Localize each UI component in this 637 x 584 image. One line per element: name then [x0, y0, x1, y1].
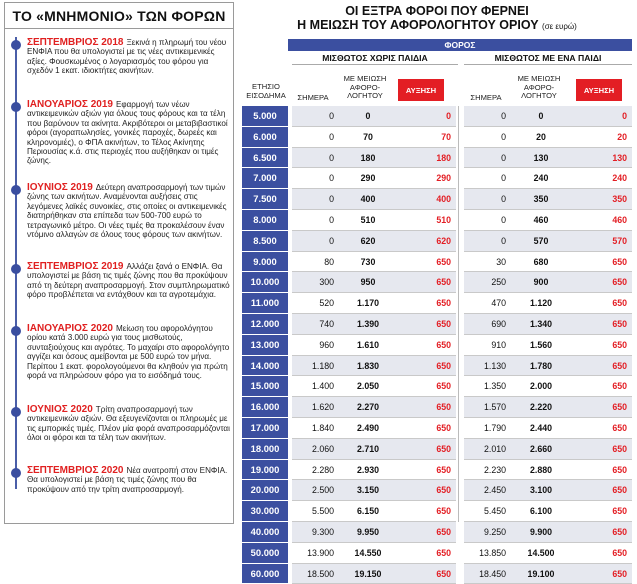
- increase-no-children: 650: [398, 460, 456, 481]
- reduced-tax-one-child: 460: [510, 210, 572, 231]
- timeline-entry-2: [11, 100, 233, 166]
- today-tax-one-child: 470: [464, 293, 510, 314]
- table-row: [242, 272, 632, 293]
- reduced-tax-no-children: 9.950: [338, 522, 398, 543]
- timeline-date: ΙΑΝΟΥΑΡΙΟΣ 2020: [27, 323, 113, 334]
- reduced-tax-no-children: 620: [338, 231, 398, 252]
- timeline-text: Ξεκινά η πληρωμή του νέου ΕΝΦΙΑ που θα υπολογιστεί με τις νέες αντικειμενικές αξίες. Φουσκωμένος ο λογαριασμός του φόρου για σχεδόν 1 εκατ. ιδιοκτήτες ακινήτων.: [27, 38, 227, 76]
- timeline-dot-icon: [11, 326, 21, 336]
- reduced-tax-one-child: 14.500: [510, 543, 572, 564]
- reduced-tax-no-children: 1.390: [338, 314, 398, 335]
- reduced-tax-no-children: 1.170: [338, 293, 398, 314]
- reduced-tax-one-child: 2.220: [510, 397, 572, 418]
- table-title: [242, 2, 632, 38]
- increase-no-children: 650: [398, 293, 456, 314]
- timeline-text: Δεύτερη αναπροσαρμογή των τιμών ζώνης των ακινήτων. Αναμένονται αυξήσεις στις λεγόμενες λαϊκές συνοικίες, στις οποίες οι αντικειμενικές διατηρήθηκαν στα επίπεδα των 500-700 ευρώ το τετραγωνικό μέτρο. Οι νέες τιμές θα προκαλέσουν έναν ντόμινο αλλαγών σε όλους τους φόρους των ακινήτων.: [27, 183, 227, 240]
- table-row: [242, 564, 632, 584]
- col-header-reduced-b: ΜΕ ΜΕΙΩΣΗ ΑΦΟΡΟ-ΛΟΓΗΤΟΥ: [517, 74, 561, 101]
- income-cell: 11.000: [242, 293, 288, 314]
- today-tax-one-child: 0: [464, 168, 510, 189]
- income-cell: 18.000: [242, 439, 288, 460]
- table-row: [242, 252, 632, 273]
- today-tax-no-children: 740: [292, 314, 338, 335]
- today-tax-one-child: 1.130: [464, 356, 510, 377]
- reduced-tax-one-child: 1.780: [510, 356, 572, 377]
- reduced-tax-no-children: 290: [338, 168, 398, 189]
- today-tax-no-children: 1.620: [292, 397, 338, 418]
- table-row: [242, 148, 632, 169]
- today-tax-one-child: 9.250: [464, 522, 510, 543]
- income-cell: 5.000: [242, 106, 288, 127]
- income-cell: 14.000: [242, 356, 288, 377]
- group-header-one-child: ΜΙΣΘΩΤΟΣ ΜΕ ΕΝΑ ΠΑΙΔΙ: [464, 52, 632, 65]
- table-row: [242, 314, 632, 335]
- increase-one-child: 650: [572, 460, 632, 481]
- table-row: [242, 127, 632, 148]
- timeline-text: Μείωση του αφορολόγητου ορίου κατά 3.000 ευρώ για τους μισθωτούς, συνταξιούχους και αγρότες. Το μαχαίρι στο αφορολόγητο αγγίζει και όσους αμείβονται με 500 ευρώ τον μήνα. Περίπου 1 εκατ. φορολογούμενοι θα κληθούν για πρώτη φορά να πληρώσουν φόρο για το εισόδημά τους.: [27, 324, 230, 381]
- today-tax-no-children: 80: [292, 252, 338, 273]
- today-tax-no-children: 5.500: [292, 501, 338, 522]
- today-tax-no-children: 2.060: [292, 439, 338, 460]
- income-cell: 20.000: [242, 480, 288, 501]
- increase-one-child: 350: [572, 189, 632, 210]
- reduced-tax-no-children: 730: [338, 252, 398, 273]
- timeline-text: Νέα ανατροπή στον ΕΝΦΙΑ. Θα υπολογιστεί με βάση τις τιμές ζώνης που θα προκύψουν από την τρίτη αναπροσαρμογή.: [27, 466, 228, 494]
- reduced-tax-one-child: 6.100: [510, 501, 572, 522]
- increase-no-children: 650: [398, 335, 456, 356]
- increase-no-children: 650: [398, 480, 456, 501]
- income-cell: 30.000: [242, 501, 288, 522]
- increase-no-children: 70: [398, 127, 456, 148]
- today-tax-no-children: 2.280: [292, 460, 338, 481]
- timeline-date: ΙΑΝΟΥΑΡΙΟΣ 2019: [27, 99, 113, 110]
- today-tax-no-children: 0: [292, 168, 338, 189]
- col-header-today-b: ΣΗΜΕΡΑ: [470, 92, 502, 102]
- income-cell: 16.000: [242, 397, 288, 418]
- today-tax-one-child: 5.450: [464, 501, 510, 522]
- increase-no-children: 650: [398, 522, 456, 543]
- reduced-tax-no-children: 6.150: [338, 501, 398, 522]
- increase-one-child: 650: [572, 335, 632, 356]
- today-tax-one-child: 0: [464, 210, 510, 231]
- income-cell: 60.000: [242, 564, 288, 584]
- reduced-tax-no-children: 70: [338, 127, 398, 148]
- increase-no-children: 650: [398, 252, 456, 273]
- today-tax-no-children: 1.180: [292, 356, 338, 377]
- increase-no-children: 510: [398, 210, 456, 231]
- timeline-text: Αλλάζει ξανά ο ΕΝΦΙΑ. Θα υπολογιστεί με βάση τις τιμές ζώνης που θα προκύψουν από τη δεύτερη αναπροσαρμογή. Στον συμπληρωματικό φόρο προβλέπεται να εντάχθουν και τα αγροτεμάχια.: [27, 262, 230, 300]
- group-header-no-children: ΜΙΣΘΩΤΟΣ ΧΩΡΙΣ ΠΑΙΔΙΑ: [292, 52, 458, 65]
- income-cell: 8.000: [242, 210, 288, 231]
- increase-no-children: 650: [398, 439, 456, 460]
- today-tax-no-children: 300: [292, 272, 338, 293]
- increase-one-child: 650: [572, 376, 632, 397]
- col-header-increase-b: ΑΥΞΗΣΗ: [576, 79, 622, 101]
- timeline-title: ΤΟ «ΜΝΗΜΟΝΙΟ» ΤΩΝ ΦΟΡΩΝ: [5, 3, 233, 29]
- reduced-tax-no-children: 950: [338, 272, 398, 293]
- timeline-date: ΙΟΥΝΙΟΣ 2020: [27, 404, 93, 415]
- reduced-tax-no-children: 180: [338, 148, 398, 169]
- today-tax-one-child: 1.350: [464, 376, 510, 397]
- increase-one-child: 20: [572, 127, 632, 148]
- today-tax-one-child: 2.010: [464, 439, 510, 460]
- income-cell: 7.500: [242, 189, 288, 210]
- increase-no-children: 180: [398, 148, 456, 169]
- reduced-tax-one-child: 1.120: [510, 293, 572, 314]
- income-cell: 15.000: [242, 376, 288, 397]
- today-tax-one-child: 0: [464, 189, 510, 210]
- reduced-tax-one-child: 19.100: [510, 564, 572, 584]
- today-tax-no-children: 0: [292, 231, 338, 252]
- increase-no-children: 650: [398, 543, 456, 564]
- income-cell: 6.500: [242, 148, 288, 169]
- income-cell: 40.000: [242, 522, 288, 543]
- today-tax-no-children: 1.840: [292, 418, 338, 439]
- timeline-entry-4: [11, 262, 233, 300]
- table-title-line2: Η ΜΕΙΩΣΗ ΤΟΥ ΑΦΟΡΟΛΟΓΗΤΟΥ ΟΡΙΟΥ: [297, 18, 539, 32]
- income-cell: 8.500: [242, 231, 288, 252]
- increase-no-children: 650: [398, 564, 456, 584]
- increase-one-child: 130: [572, 148, 632, 169]
- table-row: [242, 293, 632, 314]
- timeline-dot-icon: [11, 40, 21, 50]
- increase-no-children: 650: [398, 376, 456, 397]
- income-cell: 12.000: [242, 314, 288, 335]
- today-tax-one-child: 2.450: [464, 480, 510, 501]
- reduced-tax-one-child: 2.440: [510, 418, 572, 439]
- reduced-tax-one-child: 350: [510, 189, 572, 210]
- today-tax-no-children: 18.500: [292, 564, 338, 584]
- table-row: [242, 460, 632, 481]
- reduced-tax-one-child: 0: [510, 106, 572, 127]
- today-tax-no-children: 0: [292, 210, 338, 231]
- tax-data-table: [242, 106, 632, 584]
- increase-one-child: 240: [572, 168, 632, 189]
- timeline-panel: [4, 2, 234, 524]
- today-tax-one-child: 13.850: [464, 543, 510, 564]
- increase-one-child: 650: [572, 293, 632, 314]
- timeline-dot-icon: [11, 102, 21, 112]
- reduced-tax-no-children: 2.050: [338, 376, 398, 397]
- increase-no-children: 650: [398, 501, 456, 522]
- timeline-dot-icon: [11, 264, 21, 274]
- timeline-entry-5: [11, 324, 233, 380]
- table-row: [242, 106, 632, 127]
- today-tax-one-child: 0: [464, 148, 510, 169]
- increase-one-child: 570: [572, 231, 632, 252]
- increase-one-child: 650: [572, 418, 632, 439]
- reduced-tax-one-child: 240: [510, 168, 572, 189]
- increase-no-children: 0: [398, 106, 456, 127]
- income-cell: 50.000: [242, 543, 288, 564]
- reduced-tax-no-children: 2.270: [338, 397, 398, 418]
- today-tax-no-children: 0: [292, 189, 338, 210]
- tax-header-bar: ΦΟΡΟΣ: [288, 39, 632, 51]
- col-header-reduced-a: ΜΕ ΜΕΙΩΣΗ ΑΦΟΡΟ-ΛΟΓΗΤΟΥ: [343, 74, 387, 101]
- increase-no-children: 650: [398, 314, 456, 335]
- today-tax-one-child: 0: [464, 127, 510, 148]
- table-row: [242, 480, 632, 501]
- increase-one-child: 650: [572, 480, 632, 501]
- increase-no-children: 620: [398, 231, 456, 252]
- income-cell: 17.000: [242, 418, 288, 439]
- reduced-tax-no-children: 1.830: [338, 356, 398, 377]
- increase-one-child: 650: [572, 252, 632, 273]
- today-tax-one-child: 910: [464, 335, 510, 356]
- today-tax-no-children: 0: [292, 148, 338, 169]
- reduced-tax-no-children: 2.490: [338, 418, 398, 439]
- reduced-tax-no-children: 510: [338, 210, 398, 231]
- timeline-date: ΙΟΥΝΙΟΣ 2019: [27, 182, 93, 193]
- increase-one-child: 650: [572, 564, 632, 584]
- timeline-dot-icon: [11, 407, 21, 417]
- tax-table-panel: [242, 2, 632, 579]
- timeline-dot-icon: [11, 185, 21, 195]
- increase-no-children: 400: [398, 189, 456, 210]
- table-header: [242, 39, 632, 105]
- table-title-unit: (σε ευρώ): [542, 22, 577, 31]
- today-tax-no-children: 520: [292, 293, 338, 314]
- timeline-text: Τρίτη αναπροσαρμογή των αντικειμενικών αξιών. Θα εξευγενίζονται οι πληρωμές με τις εμπορικές τιμές. Πλέον μία φορά αναπροσαρμόζονται όλοι οι φόροι και τα τέλη των ακινήτων.: [27, 405, 230, 443]
- today-tax-one-child: 0: [464, 231, 510, 252]
- increase-one-child: 460: [572, 210, 632, 231]
- timeline-date: ΣΕΠΤΕΜΒΡΙΟΣ 2020: [27, 465, 124, 476]
- col-header-increase-a: ΑΥΞΗΣΗ: [398, 79, 444, 101]
- today-tax-no-children: 2.500: [292, 480, 338, 501]
- increase-no-children: 650: [398, 272, 456, 293]
- increase-one-child: 650: [572, 272, 632, 293]
- increase-no-children: 290: [398, 168, 456, 189]
- today-tax-no-children: 9.300: [292, 522, 338, 543]
- timeline-date: ΣΕΠΤΕΜΒΡΙΟΣ 2019: [27, 261, 124, 272]
- today-tax-one-child: 0: [464, 106, 510, 127]
- timeline-dot-icon: [11, 468, 21, 478]
- col-header-today-a: ΣΗΜΕΡΑ: [297, 92, 329, 102]
- reduced-tax-no-children: 0: [338, 106, 398, 127]
- reduced-tax-one-child: 2.660: [510, 439, 572, 460]
- today-tax-one-child: 250: [464, 272, 510, 293]
- increase-one-child: 650: [572, 501, 632, 522]
- today-tax-one-child: 1.790: [464, 418, 510, 439]
- today-tax-one-child: 1.570: [464, 397, 510, 418]
- timeline-entry-7: [11, 466, 233, 494]
- increase-no-children: 650: [398, 356, 456, 377]
- income-cell: 10.000: [242, 272, 288, 293]
- income-cell: 19.000: [242, 460, 288, 481]
- reduced-tax-one-child: 130: [510, 148, 572, 169]
- table-row: [242, 356, 632, 377]
- increase-no-children: 650: [398, 418, 456, 439]
- reduced-tax-no-children: 400: [338, 189, 398, 210]
- col-header-income: ΕΤΗΣΙΟ ΕΙΣΟΔΗΜΑ: [246, 82, 286, 100]
- today-tax-no-children: 960: [292, 335, 338, 356]
- today-tax-one-child: 690: [464, 314, 510, 335]
- table-row: [242, 397, 632, 418]
- table-row: [242, 522, 632, 543]
- increase-one-child: 650: [572, 314, 632, 335]
- reduced-tax-one-child: 2.880: [510, 460, 572, 481]
- table-row: [242, 543, 632, 564]
- reduced-tax-one-child: 2.000: [510, 376, 572, 397]
- income-cell: 6.000: [242, 127, 288, 148]
- today-tax-one-child: 18.450: [464, 564, 510, 584]
- reduced-tax-one-child: 1.560: [510, 335, 572, 356]
- table-title-line1: ΟΙ ΕΞΤΡΑ ΦΟΡΟΙ ΠΟΥ ΦΕΡΝΕΙ: [345, 4, 529, 18]
- income-cell: 9.000: [242, 252, 288, 273]
- reduced-tax-one-child: 570: [510, 231, 572, 252]
- increase-no-children: 650: [398, 397, 456, 418]
- reduced-tax-one-child: 3.100: [510, 480, 572, 501]
- income-cell: 13.000: [242, 335, 288, 356]
- reduced-tax-no-children: 2.710: [338, 439, 398, 460]
- today-tax-one-child: 30: [464, 252, 510, 273]
- reduced-tax-one-child: 900: [510, 272, 572, 293]
- income-cell: 7.000: [242, 168, 288, 189]
- reduced-tax-no-children: 3.150: [338, 480, 398, 501]
- timeline-entry-3: [11, 183, 233, 239]
- increase-one-child: 650: [572, 439, 632, 460]
- timeline-text: Εφαρμογή των νέων αντικειμενικών αξιών για όλους τους φόρους και τα τέλη που βαρύνουν τα ακίνητα. Ακριβότεροι οι μεταβιβαστικοί φόροι (αγοραπωλησίες, γονικές παροχές, δωρεές και κληρονομιές), ο ΦΠΑ ακινήτων, το Τέλος Ακίνητης Περιουσίας κ.ά. στις περιοχές που αυξήθηκαν οι τιμές ζώνης.: [27, 100, 228, 166]
- table-row: [242, 189, 632, 210]
- increase-one-child: 650: [572, 522, 632, 543]
- timeline-date: ΣΕΠΤΕΜΒΡΙΟΣ 2018: [27, 37, 124, 48]
- increase-one-child: 650: [572, 543, 632, 564]
- group-divider: [458, 106, 459, 522]
- today-tax-no-children: 0: [292, 127, 338, 148]
- reduced-tax-one-child: 20: [510, 127, 572, 148]
- today-tax-one-child: 2.230: [464, 460, 510, 481]
- table-row: [242, 231, 632, 252]
- today-tax-no-children: 13.900: [292, 543, 338, 564]
- table-row: [242, 439, 632, 460]
- reduced-tax-no-children: 14.550: [338, 543, 398, 564]
- reduced-tax-one-child: 9.900: [510, 522, 572, 543]
- today-tax-no-children: 0: [292, 106, 338, 127]
- today-tax-no-children: 1.400: [292, 376, 338, 397]
- table-row: [242, 376, 632, 397]
- reduced-tax-one-child: 1.340: [510, 314, 572, 335]
- table-row: [242, 501, 632, 522]
- timeline-entry-6: [11, 405, 233, 443]
- reduced-tax-no-children: 19.150: [338, 564, 398, 584]
- table-row: [242, 210, 632, 231]
- table-row: [242, 335, 632, 356]
- increase-one-child: 650: [572, 397, 632, 418]
- timeline-entry-1: [11, 38, 233, 76]
- increase-one-child: 0: [572, 106, 632, 127]
- reduced-tax-no-children: 2.930: [338, 460, 398, 481]
- reduced-tax-no-children: 1.610: [338, 335, 398, 356]
- table-row: [242, 168, 632, 189]
- increase-one-child: 650: [572, 356, 632, 377]
- reduced-tax-one-child: 680: [510, 252, 572, 273]
- table-row: [242, 418, 632, 439]
